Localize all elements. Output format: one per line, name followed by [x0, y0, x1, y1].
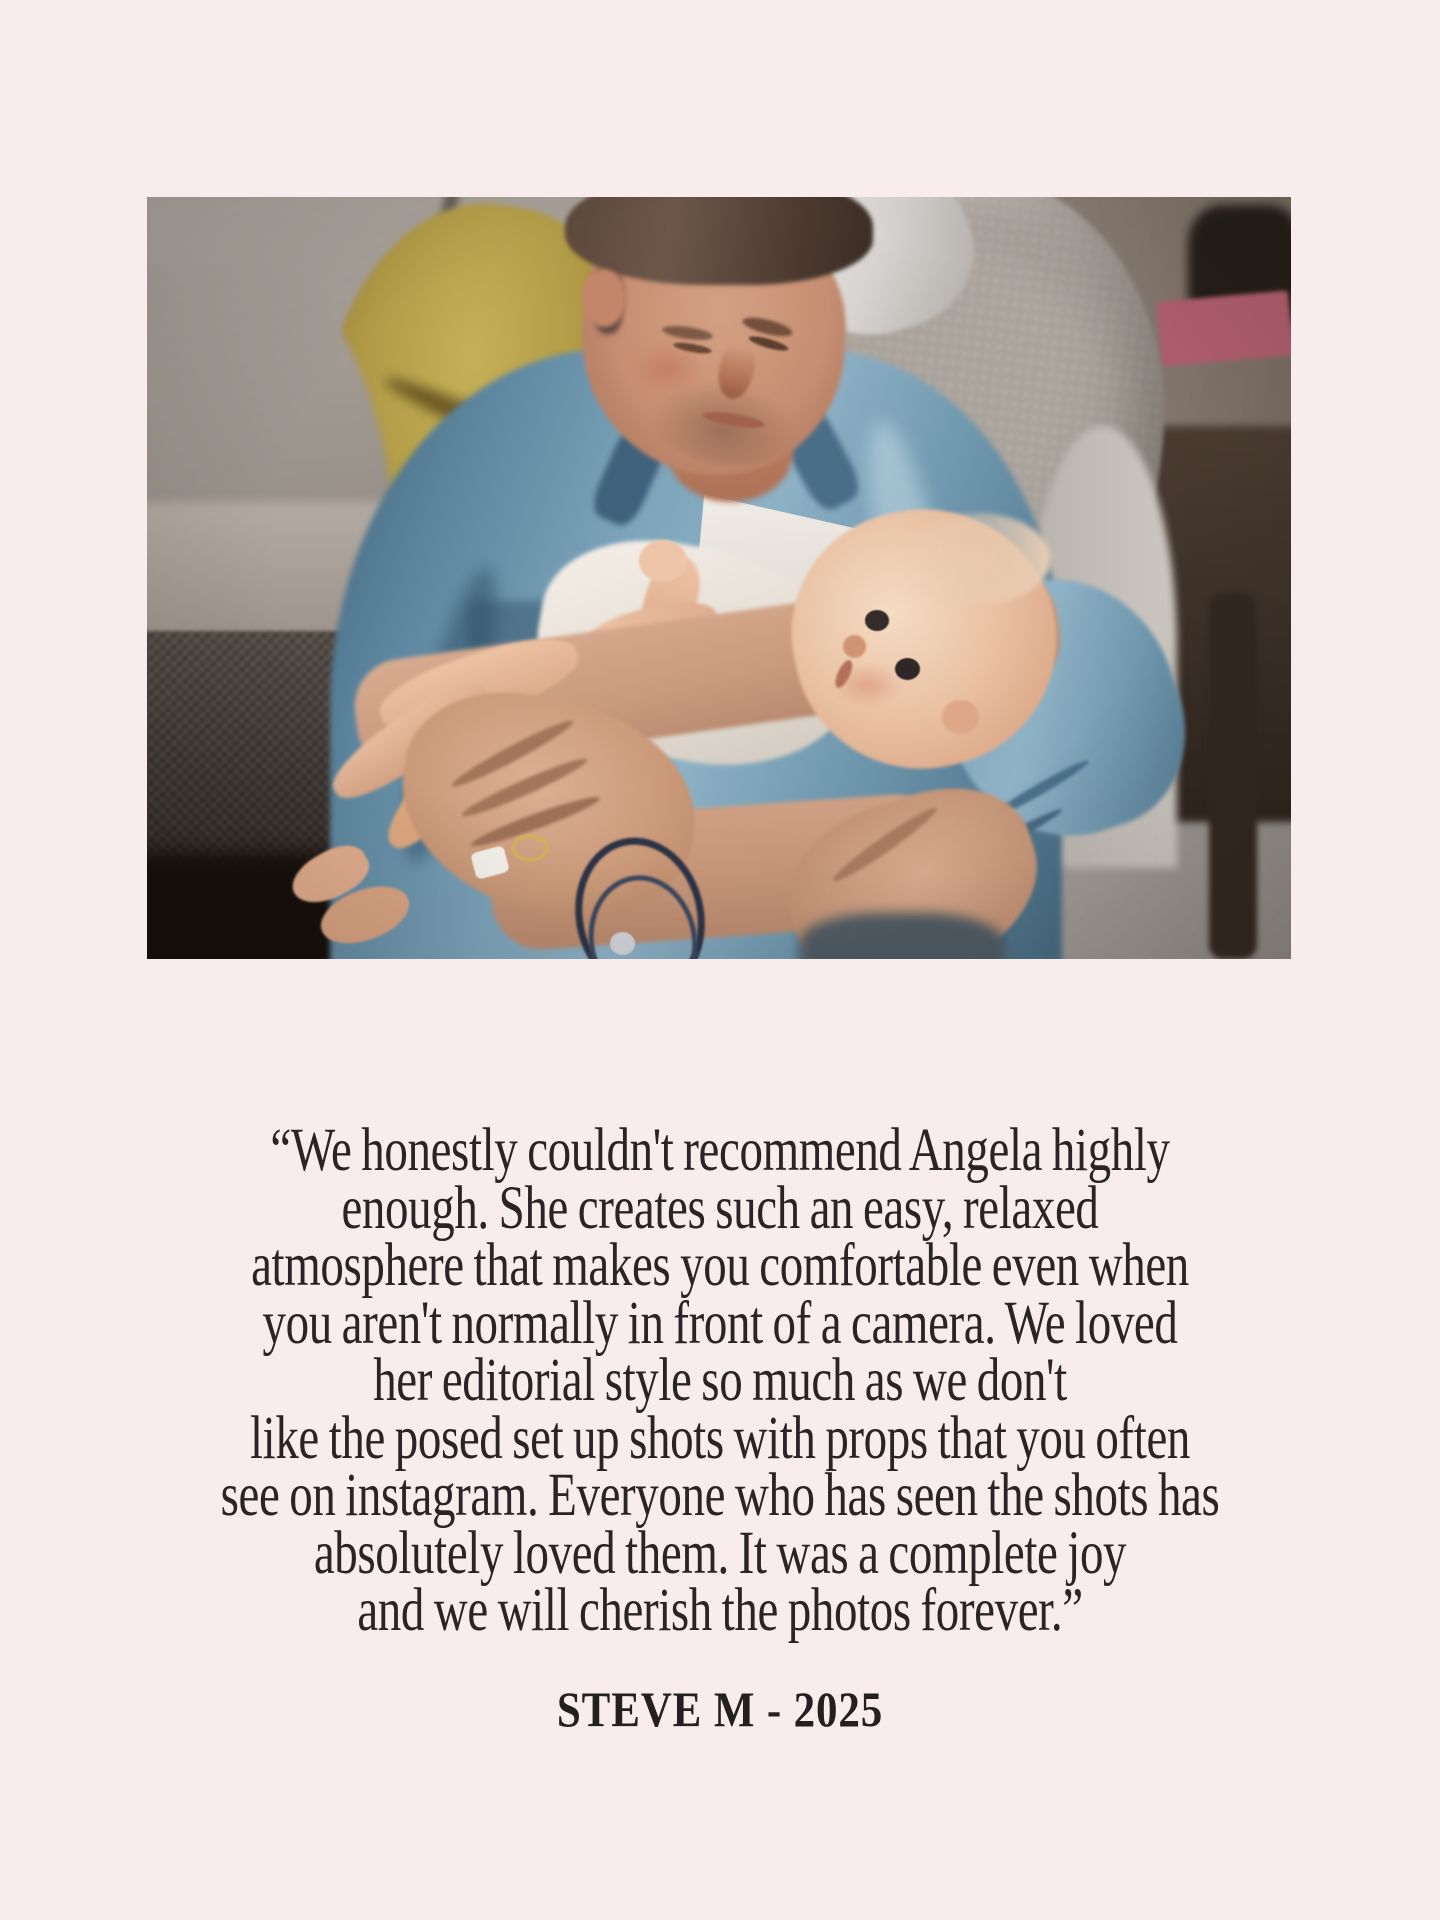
- testimonial-attribution: STEVE M - 2025: [556, 1681, 884, 1737]
- quote-line: you aren't normally in front of a camera. We loved: [262, 1289, 1178, 1357]
- quote-line: and we will cherish the photos forever.”: [357, 1577, 1083, 1644]
- photo-father-holding-newborn: [147, 197, 1291, 959]
- testimonial-quote: [166, 1117, 1275, 1644]
- quote-line: her editorial style so much as we don't: [373, 1347, 1067, 1414]
- quote-line: atmosphere that makes you comfortable even when: [251, 1232, 1189, 1299]
- photo-vignette: [147, 197, 1291, 959]
- quote-line: absolutely loved them. It was a complete joy: [313, 1519, 1127, 1587]
- quote-line: “We honestly couldn't recommend Angela highly: [270, 1117, 1170, 1184]
- quote-line: like the posed set up shots with props that you often: [249, 1404, 1191, 1472]
- quote-line: enough. She creates such an easy, relaxed: [341, 1174, 1099, 1242]
- quote-line: see on instagram. Everyone who has seen the shots has: [220, 1462, 1220, 1529]
